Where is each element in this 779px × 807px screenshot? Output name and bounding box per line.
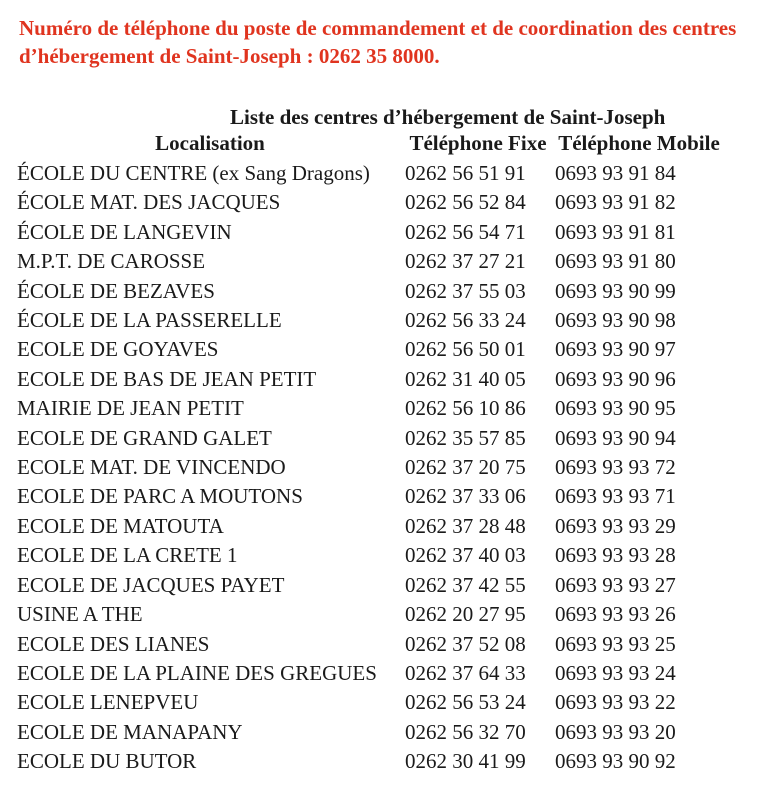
table-header-row: [0, 130, 779, 156]
phone-mobile-cell: 0693 93 93 25: [555, 631, 676, 656]
phone-mobile-cell: 0693 93 90 98: [555, 308, 676, 333]
table-row: [0, 600, 779, 629]
phone-fixe-cell: 0262 56 54 71: [405, 219, 526, 244]
shelter-list: [0, 104, 779, 777]
phone-mobile-cell: 0693 93 91 84: [555, 161, 676, 185]
phone-fixe-cell: 0262 56 52 84: [405, 190, 526, 215]
column-header-localisation: Localisation: [155, 131, 265, 155]
phone-mobile-cell: 0693 93 93 27: [555, 572, 676, 597]
phone-mobile-cell: 0693 93 90 97: [555, 337, 676, 362]
table-row: [0, 277, 779, 306]
phone-mobile-cell: 0693 93 93 28: [555, 543, 676, 568]
phone-mobile-cell: 0693 93 91 80: [555, 249, 676, 274]
phone-mobile-cell: 0693 93 91 82: [555, 190, 676, 215]
table-row: [0, 482, 779, 511]
table-row: [0, 688, 779, 717]
phone-fixe-cell: 0262 37 33 06: [405, 484, 526, 509]
table-row: [0, 747, 779, 776]
table-row: [0, 453, 779, 482]
phone-fixe-cell: 0262 37 55 03: [405, 278, 526, 303]
phone-mobile-cell: 0693 93 93 71: [555, 484, 676, 509]
location-cell: ECOLE LENEPVEU: [17, 690, 199, 715]
document-page: [0, 14, 779, 807]
table-row: [0, 218, 779, 247]
table-row: [0, 247, 779, 276]
phone-fixe-cell: 0262 37 42 55: [405, 572, 526, 597]
table-row: [0, 394, 779, 423]
phone-mobile-cell: 0693 93 90 96: [555, 366, 676, 391]
phone-fixe-cell: 0262 37 64 33: [405, 660, 526, 685]
phone-fixe-cell: 0262 37 40 03: [405, 543, 526, 568]
location-cell: M.P.T. DE CAROSSE: [17, 249, 206, 274]
phone-fixe-cell: 0262 56 53 24: [405, 690, 526, 715]
phone-mobile-cell: 0693 93 90 99: [555, 278, 676, 303]
phone-fixe-cell: 0262 30 41 99: [405, 749, 526, 774]
location-cell: ECOLE DE MATOUTA: [17, 513, 224, 538]
location-cell: ECOLE DE GOYAVES: [17, 337, 219, 362]
column-header-telephone-fixe: Téléphone Fixe: [409, 131, 547, 155]
location-cell: ECOLE DE GRAND GALET: [17, 425, 272, 450]
location-cell: ECOLE MAT. DE VINCENDO: [17, 455, 286, 480]
table-row: [0, 365, 779, 394]
phone-fixe-cell: 0262 56 32 70: [405, 719, 526, 744]
location-cell: ECOLE DE PARC A MOUTONS: [17, 484, 303, 509]
phone-fixe-cell: 0262 56 50 01: [405, 337, 526, 362]
table-row: [0, 659, 779, 688]
phone-fixe-cell: 0262 37 27 21: [405, 249, 526, 274]
table-row: [0, 159, 779, 188]
phone-mobile-cell: 0693 93 90 94: [555, 425, 676, 450]
table-row: [0, 306, 779, 335]
phone-fixe-cell: 0262 20 27 95: [405, 602, 526, 627]
phone-fixe-cell: 0262 37 28 48: [405, 513, 526, 538]
location-cell: ÉCOLE DE LANGEVIN: [17, 219, 232, 244]
phone-mobile-cell: 0693 93 90 92: [555, 749, 676, 774]
phone-mobile-cell: 0693 93 93 72: [555, 455, 676, 480]
phone-mobile-cell: 0693 93 91 81: [555, 219, 676, 244]
phone-fixe-cell: 0262 37 52 08: [405, 631, 526, 656]
phone-fixe-cell: 0262 35 57 85: [405, 425, 526, 450]
phone-fixe-cell: 0262 31 40 05: [405, 366, 526, 391]
location-cell: ECOLE DE BAS DE JEAN PETIT: [17, 366, 317, 391]
table-row: [0, 718, 779, 747]
table-row: [0, 541, 779, 570]
table-body: [0, 159, 779, 777]
location-cell: ÉCOLE DU CENTRE (ex Sang Dragons): [17, 161, 370, 185]
table-title: Liste des centres d’hébergement de Saint-Joseph: [230, 105, 666, 129]
location-cell: ECOLE DES LIANES: [17, 631, 210, 656]
phone-mobile-cell: 0693 93 93 22: [555, 690, 676, 715]
location-cell: ÉCOLE DE LA PASSERELLE: [17, 308, 282, 333]
location-cell: USINE A THE: [17, 602, 143, 627]
phone-fixe-cell: 0262 37 20 75: [405, 455, 526, 480]
phone-mobile-cell: 0693 93 93 26: [555, 602, 676, 627]
phone-mobile-cell: 0693 93 93 24: [555, 660, 676, 685]
table-row: [0, 571, 779, 600]
phone-fixe-cell: 0262 56 51 91: [405, 161, 526, 185]
location-cell: ECOLE DE LA CRETE 1: [17, 543, 238, 568]
table-row: [0, 630, 779, 659]
table-row: [0, 188, 779, 217]
location-cell: ECOLE DU BUTOR: [17, 749, 197, 774]
location-cell: ÉCOLE DE BEZAVES: [17, 278, 215, 303]
phone-mobile-cell: 0693 93 93 20: [555, 719, 676, 744]
column-header-telephone-mobile: Téléphone Mobile: [558, 131, 720, 155]
location-cell: ECOLE DE LA PLAINE DES GREGUES: [17, 660, 377, 685]
table-row: [0, 512, 779, 541]
location-cell: MAIRIE DE JEAN PETIT: [17, 396, 244, 421]
command-post-notice: Numéro de téléphone du poste de commandement et de coordination des centres d’hébergement de Saint-Joseph : 0262 35 8000.: [19, 16, 737, 68]
phone-fixe-cell: 0262 56 33 24: [405, 308, 526, 333]
location-cell: ÉCOLE MAT. DES JACQUES: [17, 190, 281, 215]
location-cell: ECOLE DE JACQUES PAYET: [17, 572, 285, 597]
phone-mobile-cell: 0693 93 93 29: [555, 513, 676, 538]
table-row: [0, 424, 779, 453]
table-row: [0, 335, 779, 364]
phone-mobile-cell: 0693 93 90 95: [555, 396, 676, 421]
location-cell: ECOLE DE MANAPANY: [17, 719, 243, 744]
phone-fixe-cell: 0262 56 10 86: [405, 396, 526, 421]
